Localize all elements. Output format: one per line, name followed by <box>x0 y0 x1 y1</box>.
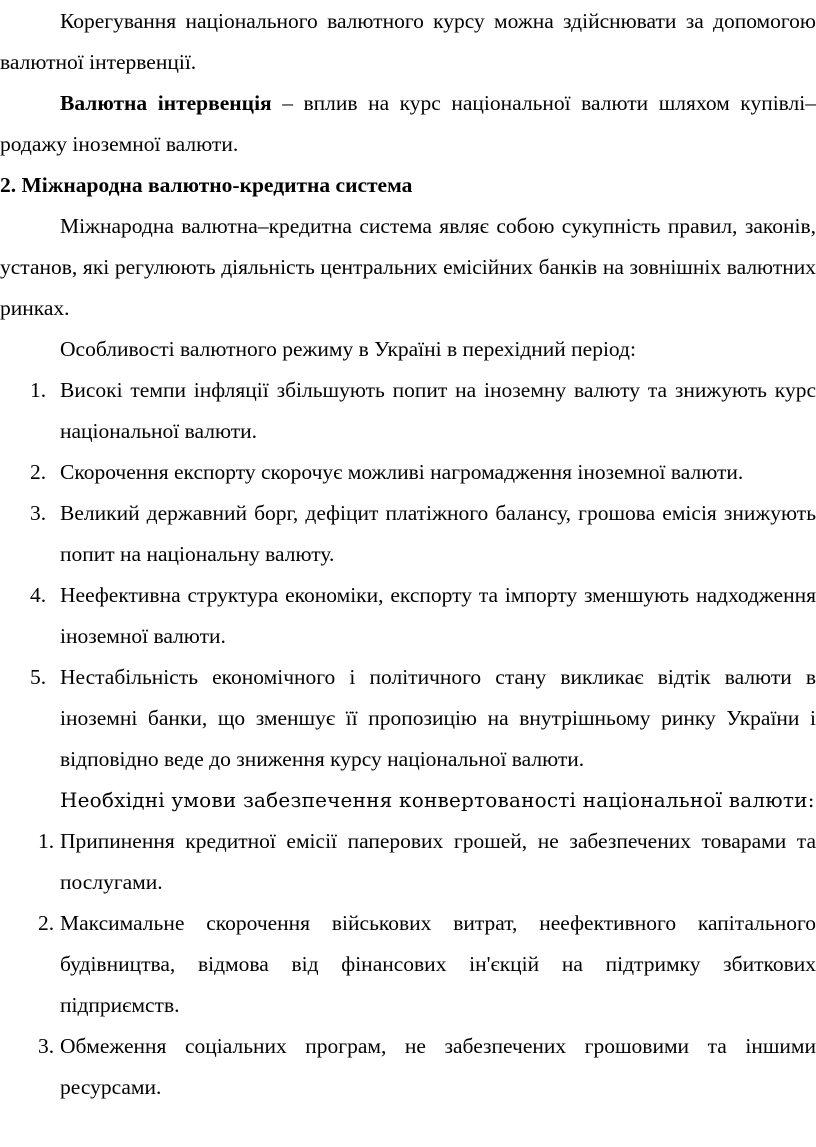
list-item-text: Нестабільність економічного і політичного стану викликає відтік валюти в іноземні банки, що зменшує її пропозицію на внутрішньому ринку України і відповідно веде до зниження курсу національної валюти. <box>60 665 816 771</box>
list-item-number: 1. <box>30 378 47 402</box>
paragraph-convertibility-lead-in: Необхідні умови забезпечення конвертованості національної валюти: <box>60 788 815 812</box>
list-item-text: Скорочення експорту скорочує можливі нагромадження іноземної валюти. <box>60 460 744 484</box>
list-item-text: Великий державний борг, дефіцит платіжного балансу, грошова емісія знижують попит на національну валюту. <box>60 501 816 566</box>
list-item-number: 4. <box>30 583 47 607</box>
list-item-text: Неефективна структура економіки, експорту та імпорту зменшують надходження іноземної валюти. <box>60 583 816 648</box>
paragraph-international-system-definition: Міжнародна валютна–кредитна система являє собою сукупність правил, законів, установ, які регулюють діяльність центральних емісійних банків на зовнішніх валютних ринках. <box>0 214 816 320</box>
section-heading: 2. Міжнародна валютно-кредитна система <box>0 173 413 197</box>
list-item-number: 3. <box>38 1034 55 1058</box>
list-item <box>0 821 816 903</box>
features-list <box>0 370 816 780</box>
list-item-number: 2. <box>38 911 55 935</box>
list-item <box>0 575 816 657</box>
currency-intervention-term: Валютна інтервенція <box>60 91 272 115</box>
list-item-number: 1. <box>38 829 55 853</box>
paragraph-exchange-rate-correction: Корегування національного валютного курсу можна здійснювати за допомогою валютної інтервенції. <box>0 9 816 74</box>
list-item <box>0 1026 816 1108</box>
currency-intervention-definition: – вплив на курс національної валюти шляхом купівлі–родажу іноземної валюти. <box>0 91 816 156</box>
list-item-text: Обмеження соціальних програм, не забезпечених грошовими та іншими ресурсами. <box>60 1034 816 1099</box>
convertibility-conditions-list <box>0 821 816 1108</box>
list-item-text: Високі темпи інфляції збільшують попит на іноземну валюту та знижують курс національної валюти. <box>60 378 816 443</box>
paragraph-features-lead-in: Особливості валютного режиму в Україні в перехідний період: <box>60 337 636 361</box>
list-item <box>0 370 816 452</box>
list-item-text: Припинення кредитної емісії паперових грошей, не забезпечених товарами та послугами. <box>60 829 816 894</box>
list-item <box>0 657 816 780</box>
list-item <box>0 452 816 493</box>
list-item <box>0 903 816 1026</box>
list-item-number: 3. <box>30 501 47 525</box>
paragraph-currency-intervention <box>0 83 816 165</box>
list-item <box>0 493 816 575</box>
list-item-number: 5. <box>30 665 47 689</box>
list-item-text: Максимальне скорочення військових витрат, неефективного капітального будівництва, відмова від фінансових ін'єкцій на підтримку збиткових підприємств. <box>60 911 816 1017</box>
list-item-number: 2. <box>30 460 47 484</box>
